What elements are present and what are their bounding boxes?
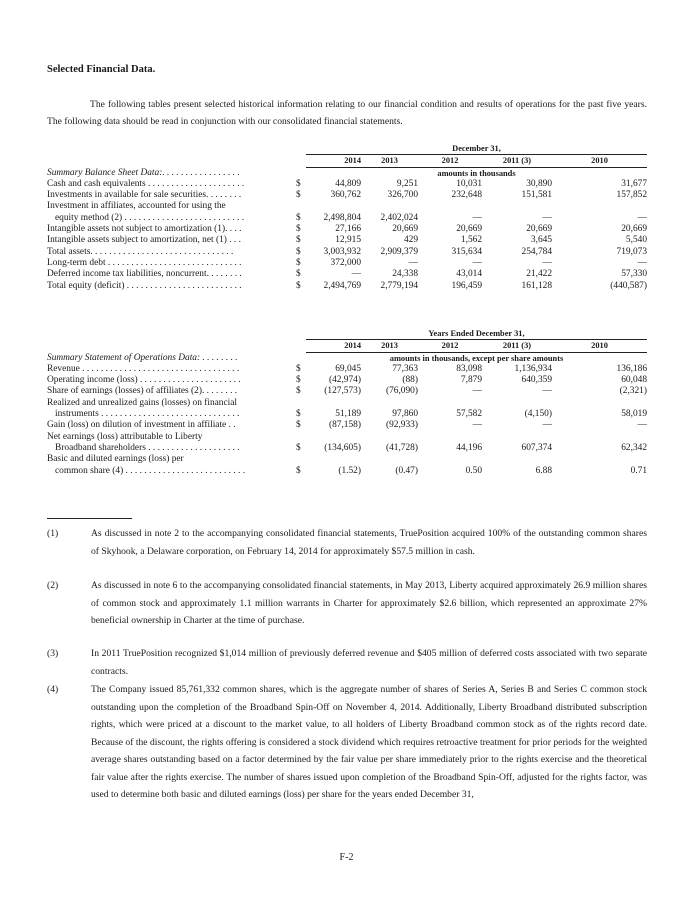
value-cell: 44,196 <box>456 442 482 453</box>
operations-table <box>47 328 647 477</box>
year-header: 2013 <box>361 340 418 352</box>
dollar-sign: $ <box>296 442 301 453</box>
value-cell: (92,933) <box>385 420 418 431</box>
value-cell: — <box>542 212 552 223</box>
table-row <box>47 375 647 386</box>
value-cell <box>306 398 361 409</box>
table-row <box>47 258 647 269</box>
year-header: 2011 (3) <box>482 155 552 167</box>
units-label: amounts in thousands <box>437 168 516 178</box>
table-row <box>47 235 647 246</box>
value-cell: 51,189 <box>335 409 361 420</box>
footnote-marker: (4) <box>47 684 59 695</box>
row-label: common share (4) . . . . . . . . . . . . . . . . . . . . . . . . . . <box>55 465 246 476</box>
value-cell: 57,330 <box>621 269 647 280</box>
value-cell <box>361 432 418 443</box>
section-row <box>47 352 647 364</box>
row-label: Deferred income tax liabilities, noncurrent. . . . . . . . <box>47 269 242 280</box>
value-cell: (2,321) <box>619 386 647 397</box>
section-heading: Selected Financial Data. <box>47 64 156 75</box>
row-label: Revenue . . . . . . . . . . . . . . . . . . . . . . . . . . . . . . . . . . <box>47 363 240 374</box>
value-cell: 1,562 <box>460 235 482 246</box>
value-cell: — <box>542 257 552 268</box>
footnote-text: As discussed in note 6 to the accompanying consolidated financial statements, in May 2013, Liberty acquired approximately 26.9 million shares of common stock and approximately 1.1 million warrants in Charter for approximately $2.6 billion, which represented an approximate 27% beneficial ownership in Charter at the time of purchase. <box>91 580 647 626</box>
value-cell <box>552 201 647 212</box>
footnote-rule <box>47 518 132 519</box>
table-row <box>47 398 647 409</box>
row-label: Broadband shareholders . . . . . . . . . . . . . . . . . . . . <box>55 442 240 453</box>
table-row <box>47 213 647 224</box>
value-cell: 2,494,769 <box>323 280 361 291</box>
value-cell <box>361 398 418 409</box>
row-label: Long-term debt . . . . . . . . . . . . . . . . . . . . . . . . . . . . . <box>47 257 242 268</box>
value-cell <box>418 201 482 212</box>
year-header-row <box>47 340 647 352</box>
dollar-sign <box>296 454 306 465</box>
value-cell: (440,587) <box>610 280 647 291</box>
footnote-marker: (1) <box>47 528 59 539</box>
value-cell: 360,762 <box>330 190 361 201</box>
value-cell: — <box>351 269 361 280</box>
row-label: Realized and unrealized gains (losses) on financial <box>47 397 238 408</box>
year-header: 2010 <box>552 155 647 167</box>
value-cell: 30,890 <box>526 178 552 189</box>
value-cell: 5,540 <box>625 235 647 246</box>
table-row <box>47 269 647 280</box>
value-cell: — <box>472 420 482 431</box>
value-cell: 60,048 <box>621 375 647 386</box>
value-cell: 20,669 <box>621 224 647 235</box>
units-label: amounts in thousands, except per share amounts <box>389 353 564 363</box>
table-row <box>47 201 647 212</box>
spacer-cell <box>47 340 296 352</box>
value-cell: 62,342 <box>621 442 647 453</box>
spacer-cell <box>296 352 306 364</box>
year-header: 2011 (3) <box>482 340 552 352</box>
section-row <box>47 167 647 179</box>
value-cell: 2,779,194 <box>380 280 418 291</box>
value-cell: 20,669 <box>456 224 482 235</box>
footnote <box>47 645 647 680</box>
table-row <box>47 409 647 420</box>
value-cell: 719,073 <box>616 246 647 257</box>
year-header: 2013 <box>361 155 418 167</box>
table-row <box>47 454 647 465</box>
value-cell: (42,974) <box>328 375 361 386</box>
value-cell: 254,784 <box>521 246 552 257</box>
value-cell: 57,582 <box>456 409 482 420</box>
table-row <box>47 386 647 397</box>
value-cell: 136,186 <box>616 363 647 374</box>
footnote-marker: (3) <box>47 648 59 659</box>
value-cell: 24,338 <box>392 269 418 280</box>
value-cell: — <box>542 420 552 431</box>
value-cell <box>418 398 482 409</box>
dollar-sign: $ <box>296 409 301 420</box>
footnote <box>47 577 647 630</box>
value-cell: (87,158) <box>328 420 361 431</box>
value-cell: 2,498,804 <box>323 212 361 223</box>
value-cell <box>361 201 418 212</box>
year-header: 2014 <box>306 155 361 167</box>
value-cell: 151,581 <box>521 190 552 201</box>
value-cell: 2,402,024 <box>380 212 418 223</box>
value-cell: — <box>637 212 647 223</box>
value-cell: 69,045 <box>335 363 361 374</box>
value-cell: 44,809 <box>335 178 361 189</box>
value-cell: 196,459 <box>451 280 482 291</box>
value-cell <box>306 201 361 212</box>
value-cell: 58,019 <box>621 409 647 420</box>
row-label: Total assets. . . . . . . . . . . . . . . . . . . . . . . . . . . . . . . <box>47 246 234 257</box>
dollar-sign: $ <box>296 224 301 235</box>
value-cell <box>552 432 647 443</box>
value-cell: (0.47) <box>395 465 418 476</box>
table-row <box>47 466 647 477</box>
value-cell: (1.52) <box>338 465 361 476</box>
row-label: instruments . . . . . . . . . . . . . . . . . . . . . . . . . . . . . . <box>55 409 240 420</box>
dollar-sign: $ <box>296 465 301 476</box>
row-label: Basic and diluted earnings (loss) per <box>47 454 184 465</box>
value-cell: — <box>542 386 552 397</box>
value-cell: 3,645 <box>530 235 552 246</box>
footnote <box>47 525 647 560</box>
section-label: Summary Statement of Operations Data: . . . . . . . . <box>47 352 238 363</box>
spacer-cell <box>296 143 306 155</box>
spacer-cell <box>296 340 306 352</box>
dollar-sign: $ <box>296 190 301 201</box>
value-cell: 6.88 <box>535 465 552 476</box>
table-row <box>47 364 647 375</box>
value-cell: 640,359 <box>521 375 552 386</box>
dollar-sign: $ <box>296 212 301 223</box>
spacer-cell <box>47 143 296 155</box>
value-cell: — <box>408 257 418 268</box>
row-label: Operating income (loss) . . . . . . . . . . . . . . . . . . . . . . <box>47 375 241 386</box>
row-label: Investment in affiliates, accounted for using the <box>47 201 226 212</box>
value-cell: 31,677 <box>621 178 647 189</box>
dollar-sign: $ <box>296 386 301 397</box>
value-cell <box>482 398 552 409</box>
dollar-sign <box>296 201 306 212</box>
spacer-cell <box>296 155 306 167</box>
value-cell: 372,000 <box>330 257 361 268</box>
page-number: F-2 <box>339 852 354 863</box>
value-cell <box>552 454 647 465</box>
dollar-sign: $ <box>296 257 301 268</box>
row-label: Net earnings (loss) attributable to Liberty <box>47 431 203 442</box>
value-cell: 161,128 <box>521 280 552 291</box>
table-row <box>47 443 647 454</box>
value-cell: — <box>637 420 647 431</box>
value-cell: 9,251 <box>396 178 418 189</box>
table-row <box>47 179 647 190</box>
table-row <box>47 224 647 235</box>
row-label: equity method (2) . . . . . . . . . . . . . . . . . . . . . . . . . . <box>55 212 245 223</box>
value-cell: 157,852 <box>616 190 647 201</box>
value-cell: — <box>472 257 482 268</box>
footnote-text: As discussed in note 2 to the accompanying consolidated financial statements, TruePosition acquired 100% of the outstanding common shares of Skyhook, a Delaware corporation, on February 14, 2014 for approximately $57.5 million in cash. <box>91 528 647 557</box>
banner-row <box>47 328 647 340</box>
value-cell: — <box>472 386 482 397</box>
table-banner: Years Ended December 31, <box>306 328 647 340</box>
value-cell: 1,136,934 <box>514 363 552 374</box>
table-row <box>47 432 647 443</box>
value-cell: 10,031 <box>456 178 482 189</box>
value-cell: 20,669 <box>392 224 418 235</box>
value-cell <box>361 454 418 465</box>
spacer-cell <box>47 155 296 167</box>
spacer-cell <box>47 328 296 340</box>
year-header-row <box>47 155 647 167</box>
row-label: Cash and cash equivalents . . . . . . . . . . . . . . . . . . . . . <box>47 178 245 189</box>
row-label: Share of earnings (losses) of affiliates (2). . . . . . . . <box>47 386 238 397</box>
table-row <box>47 420 647 431</box>
value-cell: 429 <box>403 235 418 246</box>
dollar-sign <box>296 432 306 443</box>
dollar-sign: $ <box>296 178 301 189</box>
table-row <box>47 247 647 258</box>
value-cell: 21,422 <box>526 269 552 280</box>
footnote-text: The Company issued 85,761,332 common shares, which is the aggregate number of shares of Series A, Series B and Series C common stock outstanding upon the completion of the Broadband Spin-Off on November 4, 2014. Additionally, Liberty Broadband distributed subscription rights, which were priced at a discount to the market value, to all holders of Liberty Broadband common stock as of the rights record date. Because of the discount, the rights offering is considered a stock dividend which requires retroactive treatment for prior periods for the weighted average shares outstanding based on a factor determined by the fair value per share immediately prior to the rights exercise and the theoretical fair value after the rights exercise. The number of shares issued upon completion of the Broadband Spin-Off, adjusted for the rights factor, was used to determine both basic and diluted earnings (loss) per share for the years ended December 31, <box>91 684 647 800</box>
dollar-sign: $ <box>296 363 301 374</box>
value-cell: 7,879 <box>460 375 482 386</box>
dollar-sign: $ <box>296 280 301 291</box>
value-cell <box>482 432 552 443</box>
footnote-text: In 2011 TruePosition recognized $1,014 million of previously deferred revenue and $405 million of deferred costs associated with two separate contracts. <box>91 648 647 677</box>
value-cell <box>418 454 482 465</box>
table-banner: December 31, <box>306 143 647 155</box>
table-row <box>47 190 647 201</box>
year-header: 2012 <box>418 340 482 352</box>
value-cell: 0.50 <box>465 465 482 476</box>
value-cell: 3,003,932 <box>323 246 361 257</box>
value-cell: (134,605) <box>324 442 361 453</box>
value-cell: 27,166 <box>335 224 361 235</box>
value-cell: 83,098 <box>456 363 482 374</box>
intro-paragraph: The following tables present selected historical information relating to our financial condition and results of operations for the past five years. The following data should be read in conjunction with our consolidated financial statements. <box>47 99 647 127</box>
value-cell: 12,915 <box>335 235 361 246</box>
value-cell <box>418 432 482 443</box>
value-cell <box>306 432 361 443</box>
balance-sheet-table <box>47 143 647 292</box>
value-cell: — <box>472 212 482 223</box>
value-cell: 97,860 <box>392 409 418 420</box>
value-cell: (4,150) <box>524 409 552 420</box>
footnote <box>47 681 647 804</box>
value-cell: (88) <box>402 375 418 386</box>
dollar-sign: $ <box>296 375 301 386</box>
value-cell: 2,909,379 <box>380 246 418 257</box>
year-header: 2010 <box>552 340 647 352</box>
dollar-sign: $ <box>296 269 301 280</box>
year-header: 2012 <box>418 155 482 167</box>
spacer-cell <box>296 167 306 179</box>
year-header: 2014 <box>306 340 361 352</box>
row-label: Total equity (deficit) . . . . . . . . . . . . . . . . . . . . . . . . . <box>47 280 242 291</box>
banner-row <box>47 143 647 155</box>
value-cell: 232,648 <box>451 190 482 201</box>
dollar-sign: $ <box>296 420 301 431</box>
value-cell: 77,363 <box>392 363 418 374</box>
section-label: Summary Balance Sheet Data:. . . . . . . . . . . . . . . . . <box>47 167 240 178</box>
value-cell <box>482 201 552 212</box>
value-cell: (127,573) <box>324 386 361 397</box>
value-cell <box>552 398 647 409</box>
spacer-cell <box>296 328 306 340</box>
dollar-sign: $ <box>296 246 301 257</box>
value-cell: — <box>637 257 647 268</box>
value-cell: (76,090) <box>385 386 418 397</box>
value-cell: (41,728) <box>385 442 418 453</box>
value-cell: 43,014 <box>456 269 482 280</box>
value-cell: 20,669 <box>526 224 552 235</box>
value-cell: 315,634 <box>451 246 482 257</box>
value-cell <box>306 454 361 465</box>
value-cell <box>482 454 552 465</box>
value-cell: 607,374 <box>521 442 552 453</box>
dollar-sign <box>296 398 306 409</box>
table-row <box>47 281 647 292</box>
row-label: Intangible assets subject to amortization, net (1) . . . <box>47 235 241 246</box>
value-cell: 0.71 <box>630 465 647 476</box>
footnote-marker: (2) <box>47 580 59 591</box>
row-label: Gain (loss) on dilution of investment in affiliate . . <box>47 420 236 431</box>
row-label: Intangible assets not subject to amortization (1). . . . <box>47 224 242 235</box>
row-label: Investments in available for sale securities. . . . . . . . <box>47 190 242 201</box>
dollar-sign: $ <box>296 235 301 246</box>
value-cell: 326,700 <box>387 190 418 201</box>
